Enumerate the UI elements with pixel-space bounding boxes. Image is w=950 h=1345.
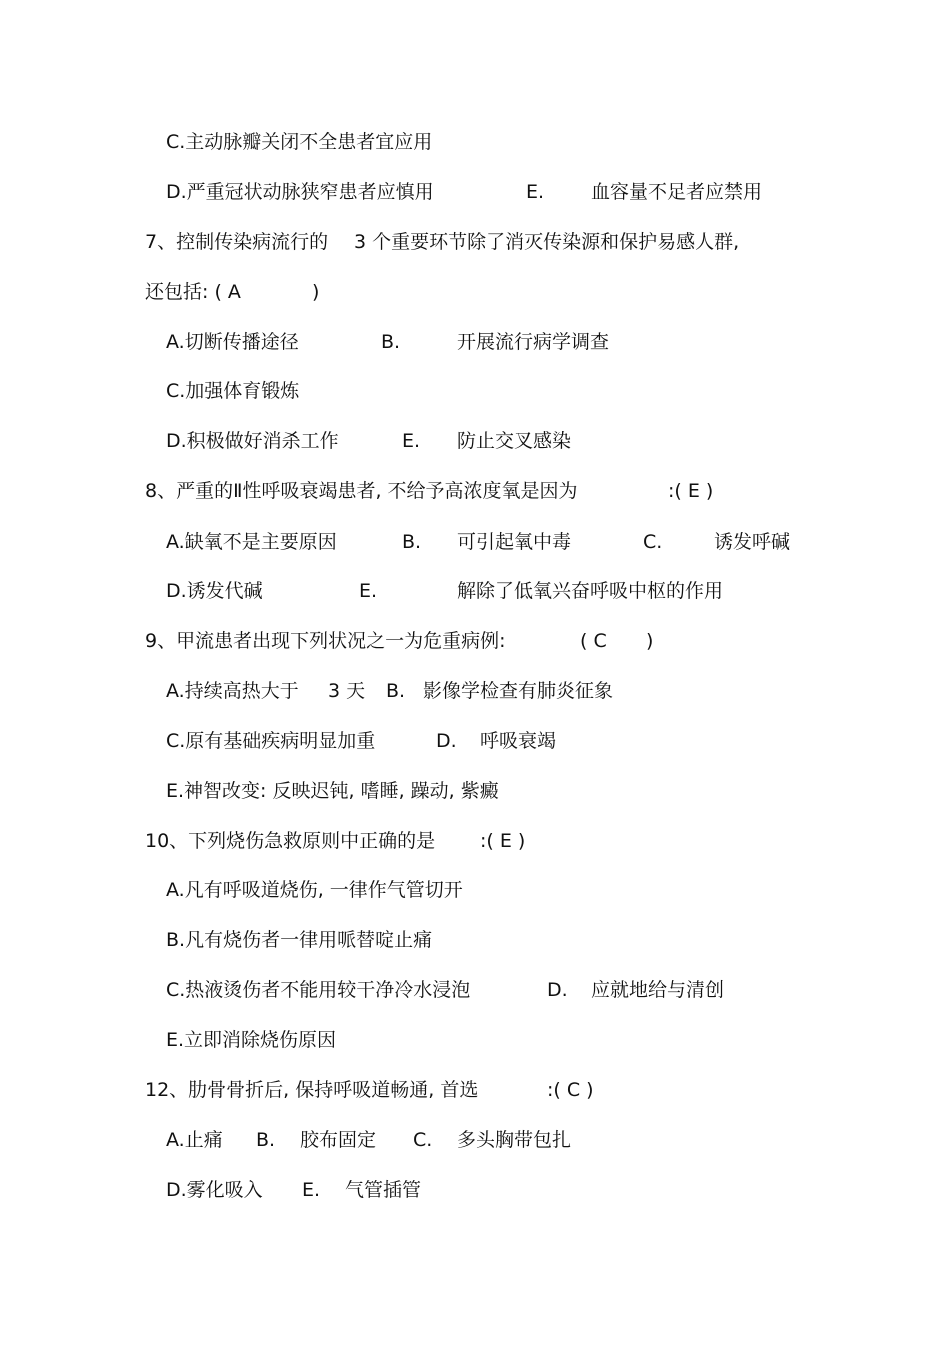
option-text: 诱发呼碱: [714, 531, 791, 553]
question-answer: 还包括: ( A: [145, 281, 241, 303]
option-letter: B.: [402, 531, 422, 553]
option-text: 多头胸带包扎: [457, 1129, 572, 1151]
option-text: B.凡有烧伤者一律用哌替啶止痛: [166, 929, 433, 951]
question-text: 9、甲流患者出现下列状况之一为危重病例:: [145, 630, 506, 652]
option-text: A.切断传播途径: [166, 331, 299, 353]
question-text: 8、严重的Ⅱ性呼吸衰竭患者, 不给予高浓度氧是因为: [145, 480, 578, 502]
option-text: D.严重冠状动脉狭窄患者应慎用: [166, 181, 434, 203]
option-letter: E.: [526, 181, 545, 203]
option-text: C.主动脉瓣关闭不全患者宜应用: [166, 131, 433, 153]
option-letter: B.: [381, 331, 401, 353]
option-text: 呼吸衰竭: [480, 730, 557, 752]
question-answer: ( C: [580, 630, 607, 652]
option-text: D.诱发代碱: [166, 580, 263, 602]
question-answer: :( E ): [480, 830, 526, 852]
option-text: 影像学检查有肺炎征象: [423, 680, 614, 702]
option-text: A.凡有呼吸道烧伤, 一律作气管切开: [166, 879, 463, 901]
question-text: 12、肋骨骨折后, 保持呼吸道畅通, 首选: [145, 1079, 479, 1101]
option-text: A.缺氧不是主要原因: [166, 531, 337, 553]
option-text: D.积极做好消杀工作: [166, 430, 339, 452]
question-text: 10、下列烧伤急救原则中正确的是: [145, 830, 436, 852]
option-text: 3 天: [328, 680, 366, 702]
question-answer: ): [646, 630, 654, 652]
option-letter: C.: [643, 531, 663, 553]
option-letter: D.: [436, 730, 457, 752]
option-text: A.持续高热大于: [166, 680, 299, 702]
option-text: E.立即消除烧伤原因: [166, 1029, 337, 1051]
option-letter: E.: [302, 1179, 321, 1201]
option-letter: D.: [547, 979, 568, 1001]
option-text: 开展流行病学调查: [457, 331, 610, 353]
question-text: 3 个重要环节除了消灭传染源和保护易感人群,: [354, 231, 740, 253]
option-text: 气管插管: [345, 1179, 422, 1201]
option-text: 防止交叉感染: [457, 430, 572, 452]
option-text: E.神智改变: 反映迟钝, 嗜睡, 躁动, 紫癜: [166, 780, 499, 802]
option-text: 血容量不足者应禁用: [591, 181, 763, 203]
option-text: C.加强体育锻炼: [166, 380, 300, 402]
option-letter: B.: [256, 1129, 276, 1151]
question-answer: :( C ): [547, 1079, 594, 1101]
option-text: D.雾化吸入: [166, 1179, 263, 1201]
question-text: 7、控制传染病流行的: [145, 231, 329, 253]
option-text: 胶布固定: [300, 1129, 377, 1151]
question-answer: ): [312, 281, 320, 303]
option-text: 应就地给与清创: [591, 979, 725, 1001]
option-text: A.止痛: [166, 1129, 223, 1151]
option-text: 解除了低氧兴奋呼吸中枢的作用: [457, 580, 724, 602]
option-text: C.原有基础疾病明显加重: [166, 730, 376, 752]
option-text: C.热液烫伤者不能用较干净冷水浸泡: [166, 979, 471, 1001]
option-text: 可引起氧中毒: [457, 531, 572, 553]
option-letter: B.: [386, 680, 406, 702]
option-letter: E.: [402, 430, 421, 452]
question-answer: :( E ): [668, 480, 714, 502]
option-letter: E.: [359, 580, 378, 602]
option-letter: C.: [413, 1129, 433, 1151]
